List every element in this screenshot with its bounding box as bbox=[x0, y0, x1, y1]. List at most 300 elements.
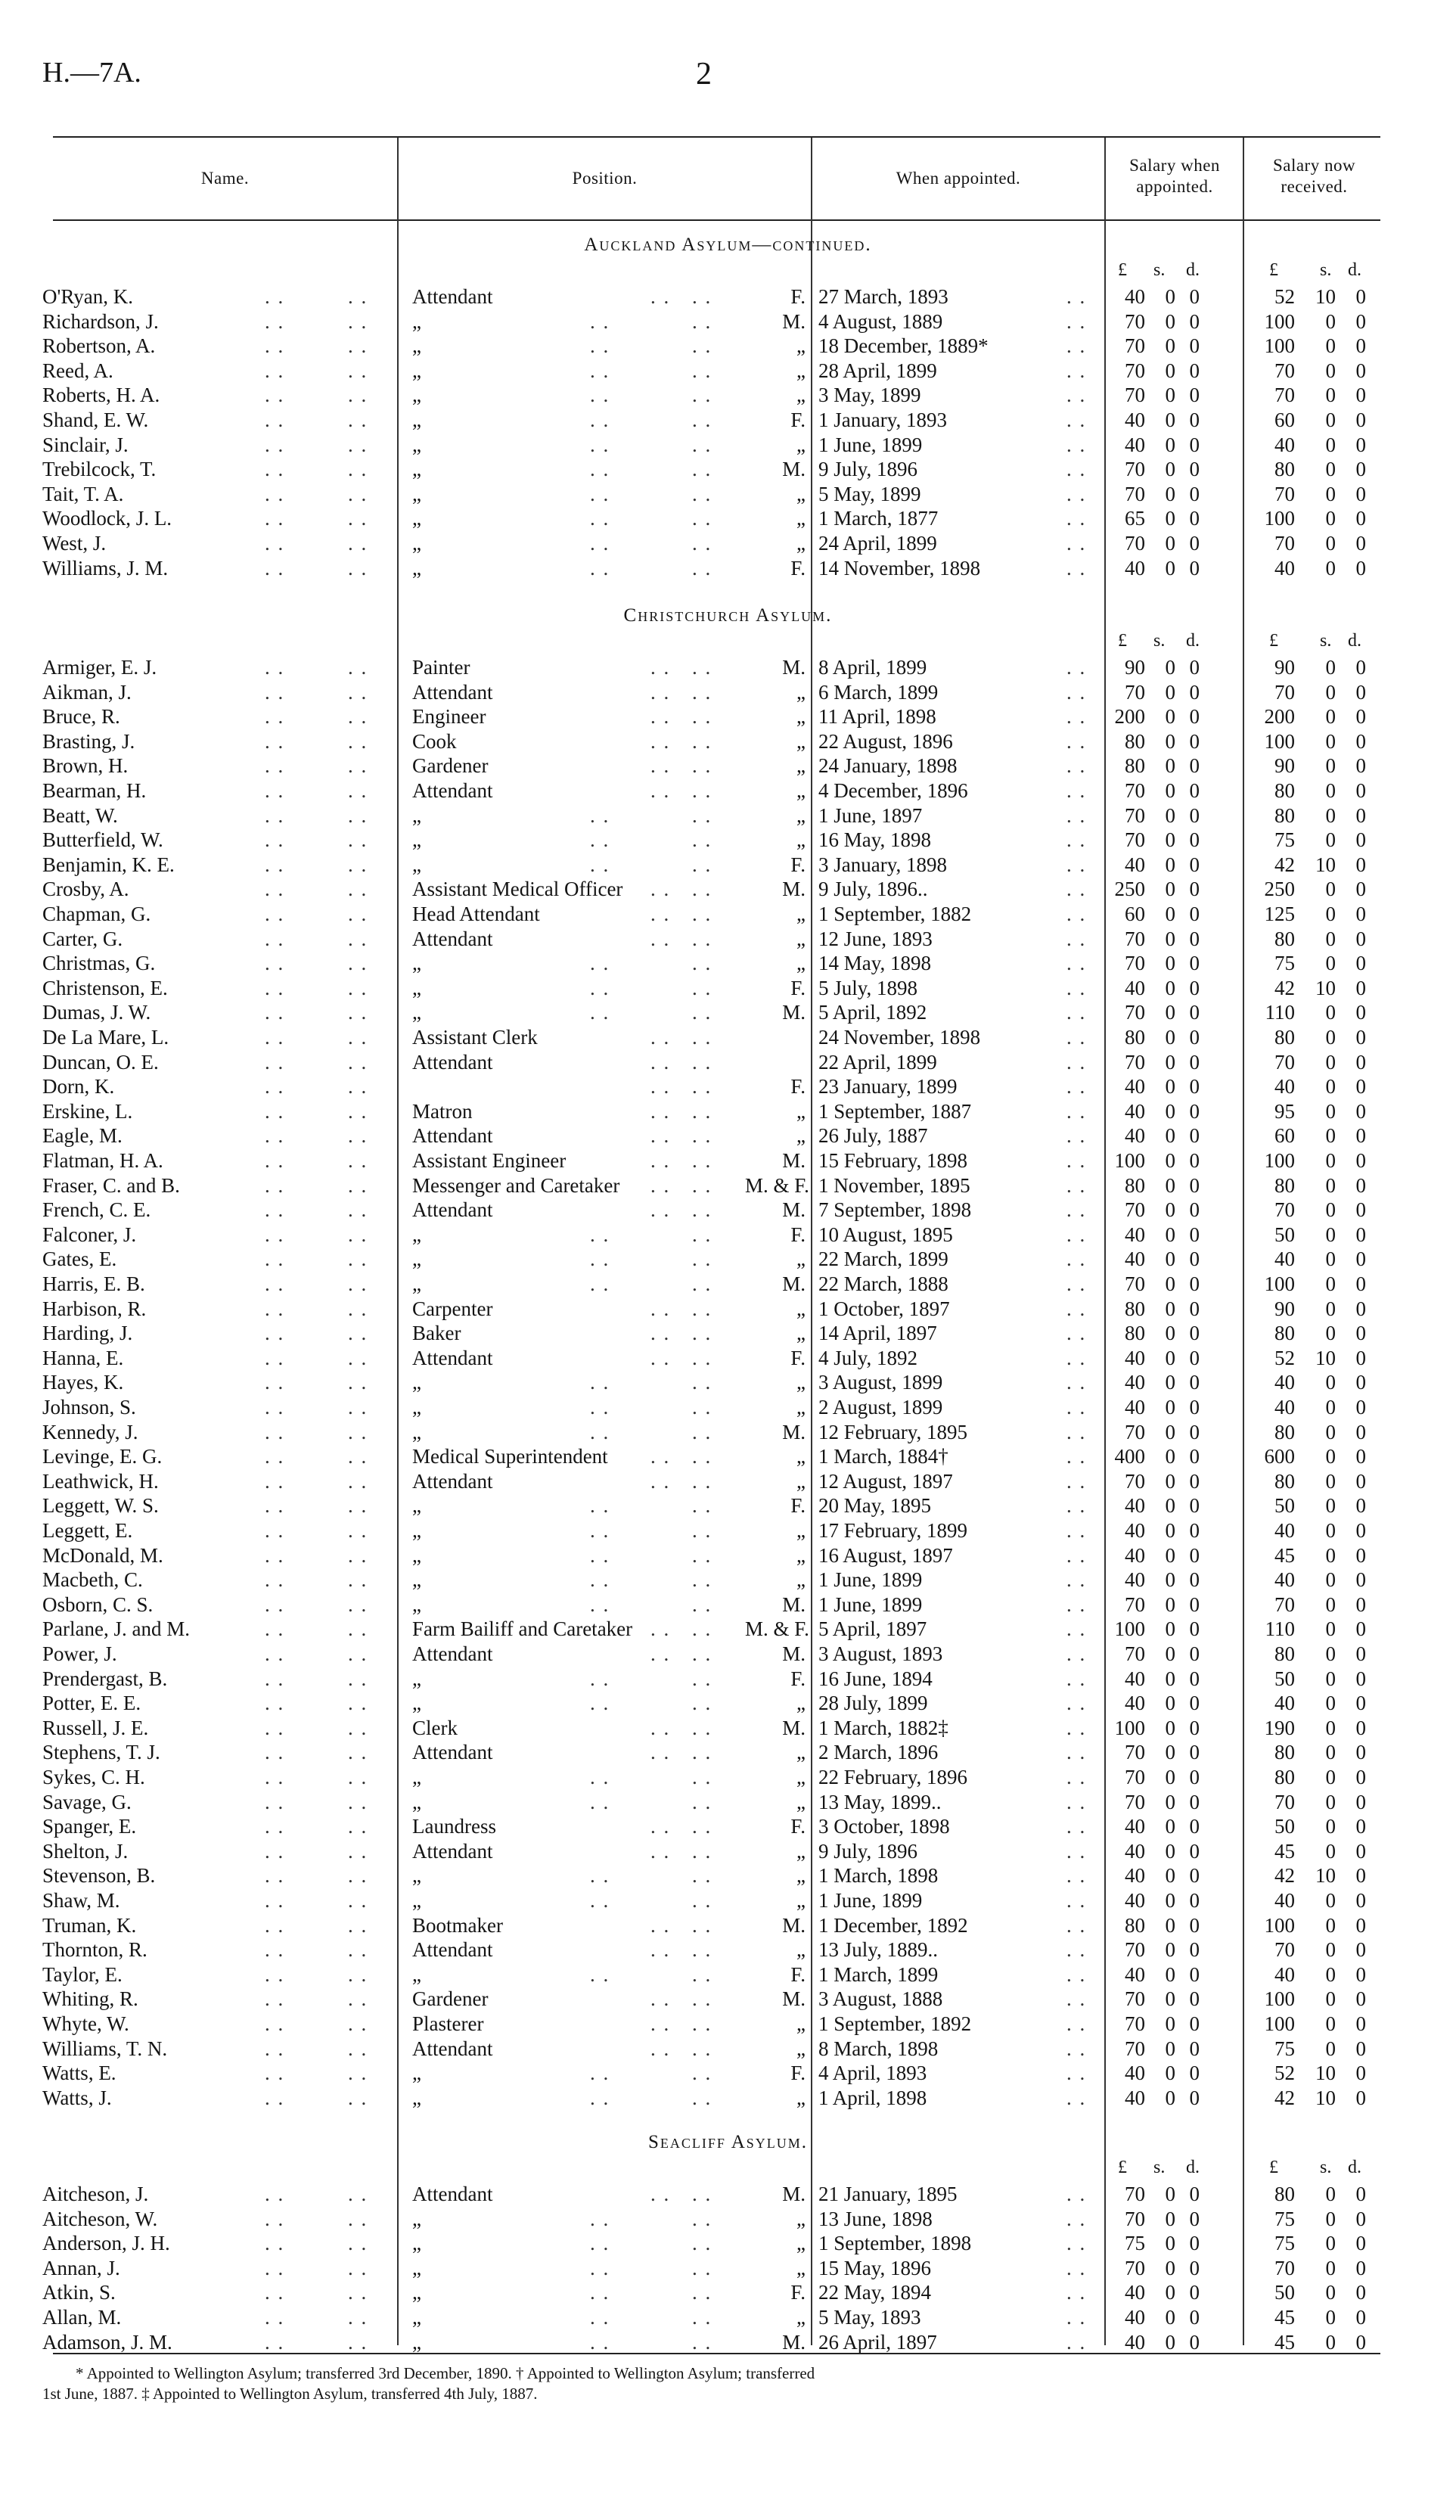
pence-now: 0 bbox=[1355, 458, 1366, 480]
pounds-now: 80 bbox=[1274, 1174, 1295, 1197]
pence-appointed: 0 bbox=[1189, 1815, 1200, 1838]
position: „ bbox=[412, 1766, 421, 1788]
leader-dots: . . bbox=[265, 1642, 285, 1665]
position: Assistant Clerk bbox=[412, 1026, 538, 1049]
staff-name: Bearman, H. bbox=[42, 779, 147, 802]
position: Cook bbox=[412, 730, 457, 753]
sex: „ bbox=[796, 828, 806, 851]
position: Attendant bbox=[412, 779, 493, 802]
leader-dots: . . bbox=[348, 1717, 368, 1739]
pounds-now: 40 bbox=[1274, 1371, 1295, 1394]
leader-dots: . . bbox=[692, 705, 712, 728]
leader-dots: . . bbox=[650, 779, 671, 802]
pounds-appointed: 70 bbox=[1125, 359, 1145, 382]
column-header-salary-now: Salary now received. bbox=[1272, 156, 1356, 196]
pence-now: 0 bbox=[1355, 1470, 1366, 1493]
sex: „ bbox=[796, 2306, 806, 2329]
leader-dots: . . bbox=[590, 1568, 610, 1591]
shillings-appointed: 0 bbox=[1165, 1272, 1175, 1295]
sex: M. bbox=[782, 2331, 806, 2354]
position: „ bbox=[412, 384, 421, 406]
appointment-date: 24 January, 1898 bbox=[818, 754, 958, 777]
appointment-date: 16 June, 1894 bbox=[818, 1667, 933, 1690]
position: „ bbox=[412, 1568, 421, 1591]
staff-name: Sykes, C. H. bbox=[42, 1766, 145, 1788]
pounds-appointed: 80 bbox=[1125, 1914, 1145, 1937]
shillings-appointed: 0 bbox=[1165, 1396, 1175, 1418]
pounds-appointed: 80 bbox=[1125, 1297, 1145, 1320]
staff-name: Macbeth, C. bbox=[42, 1568, 143, 1591]
shillings-now: 0 bbox=[1325, 2331, 1336, 2354]
table-row bbox=[0, 408, 1456, 432]
leader-dots: . . bbox=[348, 977, 368, 999]
sex: „ bbox=[796, 1248, 806, 1270]
pence-now: 0 bbox=[1355, 828, 1366, 851]
leader-dots: . . bbox=[1066, 1051, 1087, 1074]
sex: F. bbox=[790, 1667, 806, 1690]
leader-dots: . . bbox=[692, 2281, 712, 2304]
pence-appointed: 0 bbox=[1189, 1741, 1200, 1763]
appointment-date: 2 March, 1896 bbox=[818, 1741, 939, 1763]
pounds-now: 125 bbox=[1264, 903, 1295, 925]
sex: F. bbox=[790, 853, 806, 876]
table-row bbox=[0, 556, 1456, 580]
shillings-appointed: 0 bbox=[1165, 1519, 1175, 1542]
leader-dots: . . bbox=[692, 1371, 712, 1394]
leader-dots: . . bbox=[692, 1717, 712, 1739]
pence-appointed: 0 bbox=[1189, 1051, 1200, 1074]
leader-dots: . . bbox=[1066, 359, 1087, 382]
pence-now: 0 bbox=[1355, 1421, 1366, 1443]
table-row bbox=[0, 1223, 1456, 1247]
staff-name: Woodlock, J. L. bbox=[42, 507, 172, 530]
leader-dots: . . bbox=[590, 310, 610, 333]
leader-dots: . . bbox=[265, 853, 285, 876]
leader-dots: . . bbox=[265, 1001, 285, 1024]
pence-appointed: 0 bbox=[1189, 433, 1200, 456]
pence-appointed: 0 bbox=[1189, 2062, 1200, 2084]
sex: „ bbox=[796, 384, 806, 406]
leader-dots: . . bbox=[1066, 557, 1087, 580]
table-row bbox=[0, 1987, 1456, 2011]
shillings-now: 0 bbox=[1325, 1692, 1336, 1714]
staff-name: Watts, J. bbox=[42, 2087, 112, 2109]
position: „ bbox=[412, 2232, 421, 2254]
leader-dots: . . bbox=[348, 483, 368, 505]
leader-dots: . . bbox=[1066, 1568, 1087, 1591]
pence-now: 0 bbox=[1355, 853, 1366, 876]
staff-name: Anderson, J. H. bbox=[42, 2232, 170, 2254]
pence-now: 0 bbox=[1355, 1519, 1366, 1542]
position: Medical Superintendent bbox=[412, 1445, 608, 1468]
leader-dots: . . bbox=[348, 1371, 368, 1394]
leader-dots: . . bbox=[1066, 730, 1087, 753]
pounds-appointed: 40 bbox=[1125, 1568, 1145, 1591]
table-row bbox=[0, 1123, 1456, 1148]
leader-dots: . . bbox=[265, 1421, 285, 1443]
leader-dots: . . bbox=[265, 433, 285, 456]
pence-appointed: 0 bbox=[1189, 754, 1200, 777]
shillings-appointed: 0 bbox=[1165, 1001, 1175, 1024]
leader-dots: . . bbox=[265, 2037, 285, 2060]
leader-dots: . . bbox=[1066, 433, 1087, 456]
pounds-now: 100 bbox=[1264, 2012, 1295, 2035]
position: „ bbox=[412, 804, 421, 827]
staff-name: Whyte, W. bbox=[42, 2012, 129, 2035]
pounds-now: 80 bbox=[1274, 458, 1295, 480]
staff-name: Richardson, J. bbox=[42, 310, 159, 333]
leader-dots: . . bbox=[348, 1815, 368, 1838]
pounds-now: 70 bbox=[1274, 1198, 1295, 1221]
position: Matron bbox=[412, 1100, 473, 1123]
leader-dots: . . bbox=[265, 1667, 285, 1690]
leader-dots: . . bbox=[692, 1322, 712, 1344]
shillings-appointed: 0 bbox=[1165, 1717, 1175, 1739]
position: „ bbox=[412, 1889, 421, 1912]
table-row bbox=[0, 1937, 1456, 1962]
leader-dots: . . bbox=[590, 1692, 610, 1714]
pounds-now: 70 bbox=[1274, 2257, 1295, 2279]
pounds-appointed: 70 bbox=[1125, 1642, 1145, 1665]
shillings-now: 10 bbox=[1315, 285, 1336, 308]
leader-dots: . . bbox=[692, 1075, 712, 1098]
staff-name: Stephens, T. J. bbox=[42, 1741, 160, 1763]
pounds-now: 45 bbox=[1274, 1840, 1295, 1863]
position: Gardener bbox=[412, 1987, 489, 2010]
shillings-appointed: 0 bbox=[1165, 1322, 1175, 1344]
pence-now: 0 bbox=[1355, 804, 1366, 827]
appointment-date: 1 June, 1899 bbox=[818, 1889, 923, 1912]
staff-name: Brown, H. bbox=[42, 754, 129, 777]
leader-dots: . . bbox=[1066, 1938, 1087, 1961]
shillings-appointed: 0 bbox=[1165, 1987, 1175, 2010]
staff-name: Atkin, S. bbox=[42, 2281, 116, 2304]
leader-dots: . . bbox=[348, 1987, 368, 2010]
leader-dots: . . bbox=[1066, 754, 1087, 777]
currency-unit: £ bbox=[1269, 631, 1278, 651]
leader-dots: . . bbox=[348, 1445, 368, 1468]
currency-unit: d. bbox=[1348, 2158, 1361, 2177]
shillings-appointed: 0 bbox=[1165, 458, 1175, 480]
leader-dots: . . bbox=[1066, 1075, 1087, 1098]
pence-now: 0 bbox=[1355, 1864, 1366, 1887]
leader-dots: . . bbox=[1066, 2062, 1087, 2084]
shillings-appointed: 0 bbox=[1165, 2037, 1175, 2060]
table-row bbox=[0, 1962, 1456, 1987]
leader-dots: . . bbox=[265, 779, 285, 802]
leader-dots: . . bbox=[1066, 1494, 1087, 1517]
shillings-appointed: 0 bbox=[1165, 2062, 1175, 2084]
appointment-date: 5 May, 1899 bbox=[818, 483, 921, 505]
pounds-appointed: 40 bbox=[1125, 853, 1145, 876]
pence-now: 0 bbox=[1355, 928, 1366, 950]
leader-dots: . . bbox=[590, 952, 610, 974]
pounds-now: 90 bbox=[1274, 754, 1295, 777]
appointment-date: 1 June, 1899 bbox=[818, 1568, 923, 1591]
table-row bbox=[0, 853, 1456, 877]
staff-name: Aitcheson, W. bbox=[42, 2208, 158, 2230]
shillings-now: 0 bbox=[1325, 1396, 1336, 1418]
pence-appointed: 0 bbox=[1189, 2331, 1200, 2354]
leader-dots: . . bbox=[265, 1815, 285, 1838]
leader-dots: . . bbox=[590, 1494, 610, 1517]
leader-dots: . . bbox=[692, 1272, 712, 1295]
pence-now: 0 bbox=[1355, 754, 1366, 777]
pounds-appointed: 40 bbox=[1125, 1963, 1145, 1986]
staff-name: Power, J. bbox=[42, 1642, 117, 1665]
table-row bbox=[0, 828, 1456, 852]
leader-dots: . . bbox=[265, 903, 285, 925]
pence-appointed: 0 bbox=[1189, 2183, 1200, 2205]
pence-now: 0 bbox=[1355, 1791, 1366, 1813]
staff-name: Robertson, A. bbox=[42, 334, 156, 357]
pounds-appointed: 90 bbox=[1125, 656, 1145, 679]
leader-dots: . . bbox=[265, 1692, 285, 1714]
shillings-appointed: 0 bbox=[1165, 1840, 1175, 1863]
sex: „ bbox=[796, 532, 806, 555]
staff-name: Eagle, M. bbox=[42, 1124, 123, 1147]
position: „ bbox=[412, 1248, 421, 1270]
leader-dots: . . bbox=[348, 1791, 368, 1813]
shillings-now: 0 bbox=[1325, 2208, 1336, 2230]
appointment-date: 4 July, 1892 bbox=[818, 1347, 918, 1369]
table-row bbox=[0, 2280, 1456, 2304]
table-row bbox=[0, 531, 1456, 555]
table-row bbox=[0, 1247, 1456, 1271]
leader-dots: . . bbox=[348, 1026, 368, 1049]
leader-dots: . . bbox=[590, 2281, 610, 2304]
leader-dots: . . bbox=[590, 1667, 610, 1690]
pence-now: 0 bbox=[1355, 681, 1366, 704]
shillings-appointed: 0 bbox=[1165, 1347, 1175, 1369]
sex: F. bbox=[790, 1963, 806, 1986]
pence-appointed: 0 bbox=[1189, 1593, 1200, 1616]
leader-dots: . . bbox=[1066, 1174, 1087, 1197]
pounds-appointed: 200 bbox=[1114, 705, 1145, 728]
leader-dots: . . bbox=[650, 1124, 671, 1147]
section-title: Auckland Asylum—continued. bbox=[584, 235, 872, 255]
table-row bbox=[0, 976, 1456, 1000]
leader-dots: . . bbox=[1066, 878, 1087, 900]
pence-now: 0 bbox=[1355, 1914, 1366, 1937]
pence-appointed: 0 bbox=[1189, 384, 1200, 406]
appointment-date: 1 June, 1897 bbox=[818, 804, 923, 827]
staff-name: Beatt, W. bbox=[42, 804, 118, 827]
sex: „ bbox=[796, 433, 806, 456]
leader-dots: . . bbox=[692, 2331, 712, 2354]
leader-dots: . . bbox=[692, 2257, 712, 2279]
position: Attendant bbox=[412, 1198, 493, 1221]
pounds-now: 100 bbox=[1264, 310, 1295, 333]
pence-now: 0 bbox=[1355, 1617, 1366, 1640]
leader-dots: . . bbox=[1066, 310, 1087, 333]
pounds-now: 75 bbox=[1274, 2232, 1295, 2254]
table-row bbox=[0, 1543, 1456, 1568]
shillings-appointed: 0 bbox=[1165, 928, 1175, 950]
shillings-now: 0 bbox=[1325, 779, 1336, 802]
shillings-appointed: 0 bbox=[1165, 557, 1175, 580]
position: „ bbox=[412, 1371, 421, 1394]
appointment-date: 1 June, 1899 bbox=[818, 1593, 923, 1616]
position: Gardener bbox=[412, 754, 489, 777]
leader-dots: . . bbox=[692, 1297, 712, 1320]
leader-dots: . . bbox=[1066, 1717, 1087, 1739]
pence-now: 0 bbox=[1355, 285, 1366, 308]
leader-dots: . . bbox=[1066, 1519, 1087, 1542]
sex: „ bbox=[796, 334, 806, 357]
leader-dots: . . bbox=[1066, 828, 1087, 851]
leader-dots: . . bbox=[348, 2232, 368, 2254]
leader-dots: . . bbox=[348, 1914, 368, 1937]
sex: „ bbox=[796, 507, 806, 530]
leader-dots: . . bbox=[348, 557, 368, 580]
leader-dots: . . bbox=[590, 977, 610, 999]
leader-dots: . . bbox=[265, 681, 285, 704]
position: Carpenter bbox=[412, 1297, 493, 1320]
table-row bbox=[0, 1493, 1456, 1518]
sex: „ bbox=[796, 1322, 806, 1344]
position: „ bbox=[412, 334, 421, 357]
leader-dots: . . bbox=[265, 359, 285, 382]
shillings-appointed: 0 bbox=[1165, 977, 1175, 999]
pounds-now: 50 bbox=[1274, 1494, 1295, 1517]
pence-now: 0 bbox=[1355, 334, 1366, 357]
appointment-date: 13 May, 1899.. bbox=[818, 1791, 942, 1813]
leader-dots: . . bbox=[692, 1248, 712, 1270]
pence-now: 0 bbox=[1355, 1223, 1366, 1246]
leader-dots: . . bbox=[348, 754, 368, 777]
leader-dots: . . bbox=[1066, 1987, 1087, 2010]
pence-appointed: 0 bbox=[1189, 853, 1200, 876]
leader-dots: . . bbox=[650, 1642, 671, 1665]
shillings-appointed: 0 bbox=[1165, 384, 1175, 406]
leader-dots: . . bbox=[1066, 952, 1087, 974]
leader-dots: . . bbox=[1066, 2331, 1087, 2354]
appointment-date: 22 April, 1899 bbox=[818, 1051, 937, 1074]
leader-dots: . . bbox=[1066, 483, 1087, 505]
pounds-now: 45 bbox=[1274, 2331, 1295, 2354]
appointment-date: 5 April, 1892 bbox=[818, 1001, 927, 1024]
staff-name: Chapman, G. bbox=[42, 903, 151, 925]
pounds-now: 52 bbox=[1274, 1347, 1295, 1369]
leader-dots: . . bbox=[692, 754, 712, 777]
leader-dots: . . bbox=[692, 285, 712, 308]
leader-dots: . . bbox=[1066, 2232, 1087, 2254]
pence-appointed: 0 bbox=[1189, 730, 1200, 753]
pounds-appointed: 40 bbox=[1125, 2087, 1145, 2109]
pounds-appointed: 70 bbox=[1125, 2183, 1145, 2205]
leader-dots: . . bbox=[1066, 532, 1087, 555]
leader-dots: . . bbox=[1066, 705, 1087, 728]
sex: M. & F. bbox=[745, 1174, 809, 1197]
leader-dots: . . bbox=[1066, 2208, 1087, 2230]
pence-appointed: 0 bbox=[1189, 878, 1200, 900]
pence-appointed: 0 bbox=[1189, 1617, 1200, 1640]
shillings-now: 0 bbox=[1325, 1667, 1336, 1690]
table-row bbox=[0, 2012, 1456, 2036]
leader-dots: . . bbox=[1066, 903, 1087, 925]
appointment-date: 22 February, 1896 bbox=[818, 1766, 967, 1788]
position: „ bbox=[412, 2331, 421, 2354]
pounds-now: 42 bbox=[1274, 853, 1295, 876]
shillings-now: 0 bbox=[1325, 1889, 1336, 1912]
sex: M. bbox=[782, 1001, 806, 1024]
position: „ bbox=[412, 1001, 421, 1024]
leader-dots: . . bbox=[348, 409, 368, 431]
pounds-appointed: 80 bbox=[1125, 754, 1145, 777]
table-top-rule bbox=[53, 136, 1380, 138]
leader-dots: . . bbox=[348, 2183, 368, 2205]
pence-now: 0 bbox=[1355, 2062, 1366, 2084]
leader-dots: . . bbox=[590, 1001, 610, 1024]
leader-dots: . . bbox=[590, 334, 610, 357]
table-row bbox=[0, 2231, 1456, 2255]
leader-dots: . . bbox=[265, 1198, 285, 1221]
appointment-date: 3 January, 1898 bbox=[818, 853, 947, 876]
pounds-now: 40 bbox=[1274, 433, 1295, 456]
sex: F. bbox=[790, 2062, 806, 2084]
shillings-appointed: 0 bbox=[1165, 1864, 1175, 1887]
pounds-appointed: 70 bbox=[1125, 2012, 1145, 2035]
sex: M. bbox=[782, 656, 806, 679]
staff-name: Leggett, E. bbox=[42, 1519, 133, 1542]
leader-dots: . . bbox=[650, 1322, 671, 1344]
leader-dots: . . bbox=[265, 1840, 285, 1863]
leader-dots: . . bbox=[1066, 285, 1087, 308]
leader-dots: . . bbox=[692, 2306, 712, 2329]
shillings-now: 0 bbox=[1325, 1075, 1336, 1098]
footnote-line-2: 1st June, 1887. ‡ Appointed to Wellington Asylum, transferred 4th July, 1887. bbox=[42, 2385, 538, 2403]
page-number: 2 bbox=[696, 57, 712, 92]
leader-dots: . . bbox=[1066, 507, 1087, 530]
leader-dots: . . bbox=[650, 1075, 671, 1098]
position: „ bbox=[412, 1272, 421, 1295]
leader-dots: . . bbox=[1066, 2087, 1087, 2109]
leader-dots: . . bbox=[348, 1519, 368, 1542]
leader-dots: . . bbox=[265, 557, 285, 580]
leader-dots: . . bbox=[650, 656, 671, 679]
shillings-now: 0 bbox=[1325, 1494, 1336, 1517]
leader-dots: . . bbox=[650, 2183, 671, 2205]
shillings-appointed: 0 bbox=[1165, 1667, 1175, 1690]
leader-dots: . . bbox=[348, 1963, 368, 1986]
leader-dots: . . bbox=[692, 359, 712, 382]
shillings-now: 0 bbox=[1325, 359, 1336, 382]
pence-appointed: 0 bbox=[1189, 1717, 1200, 1739]
sex: „ bbox=[796, 1889, 806, 1912]
leader-dots: . . bbox=[650, 1347, 671, 1369]
leader-dots: . . bbox=[650, 1987, 671, 2010]
appointment-date: 16 May, 1898 bbox=[818, 828, 931, 851]
leader-dots: . . bbox=[265, 1741, 285, 1763]
table-row bbox=[0, 1346, 1456, 1370]
pence-appointed: 0 bbox=[1189, 1223, 1200, 1246]
pence-now: 0 bbox=[1355, 1963, 1366, 1986]
leader-dots: . . bbox=[1066, 1322, 1087, 1344]
appointment-date: 2 August, 1899 bbox=[818, 1396, 943, 1418]
shillings-appointed: 0 bbox=[1165, 1815, 1175, 1838]
leader-dots: . . bbox=[348, 1667, 368, 1690]
leader-dots: . . bbox=[265, 532, 285, 555]
currency-unit: s. bbox=[1153, 631, 1166, 651]
table-row bbox=[0, 877, 1456, 901]
pounds-now: 70 bbox=[1274, 483, 1295, 505]
staff-name: Harris, E. B. bbox=[42, 1272, 145, 1295]
table-row bbox=[0, 1691, 1456, 1715]
leader-dots: . . bbox=[1066, 1617, 1087, 1640]
pence-appointed: 0 bbox=[1189, 1470, 1200, 1493]
sex: „ bbox=[796, 2037, 806, 2060]
